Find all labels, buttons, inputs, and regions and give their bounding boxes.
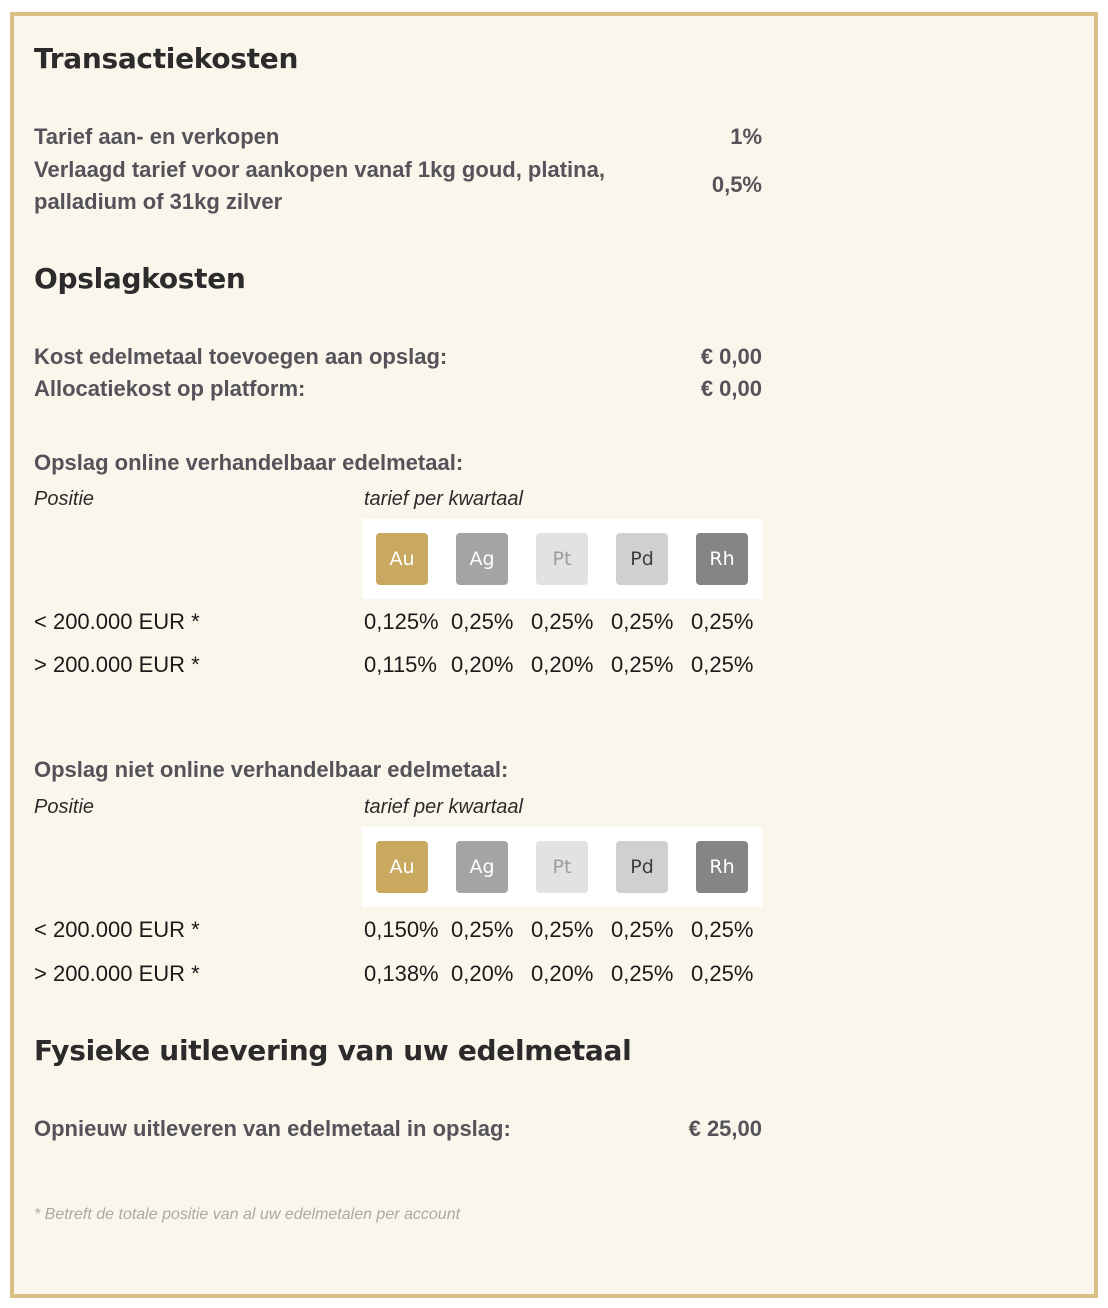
palladium-icon: Pd — [616, 841, 668, 893]
rate-cell-ag: 0,20% — [451, 961, 514, 986]
transaction-title: Transactiekosten — [34, 42, 299, 75]
rhodium-icon: Rh — [696, 841, 748, 893]
rate-per-quarter-header: tarief per kwartaal — [364, 796, 523, 818]
footnote: * Betreft de totale positie van al uw edelmetalen per account — [34, 1206, 461, 1223]
redelivery-value: € 25,00 — [688, 1116, 762, 1141]
table-row-label: > 200.000 EUR * — [34, 652, 200, 677]
platinum-icon: Pt — [536, 533, 588, 585]
rate-cell-rh: 0,25% — [691, 961, 754, 986]
rate-cell-rh: 0,25% — [691, 917, 754, 942]
rate-cell-pt: 0,20% — [531, 652, 594, 677]
add-to-storage-label: Kost edelmetaal toevoegen aan opslag: — [34, 344, 448, 369]
gold-icon: Au — [376, 533, 428, 585]
reduced-rate-value: 0,5% — [711, 172, 762, 197]
rate-cell-pd: 0,25% — [611, 961, 674, 986]
palladium-icon: Pd — [616, 533, 668, 585]
rhodium-icon: Rh — [696, 533, 748, 585]
rate-cell-pt: 0,25% — [531, 917, 594, 942]
metal-icon-bar — [362, 827, 762, 907]
rate-cell-pt: 0,25% — [531, 609, 594, 634]
gold-icon: Au — [376, 841, 428, 893]
rate-cell-pd: 0,25% — [611, 652, 674, 677]
rate-cell-au: 0,138% — [364, 961, 439, 986]
storage-title: Opslagkosten — [34, 262, 246, 295]
silver-icon: Ag — [456, 533, 508, 585]
rate-label: Tarief aan- en verkopen — [34, 124, 280, 149]
table-row-label: < 200.000 EUR * — [34, 917, 200, 942]
rate-value: 1% — [730, 124, 762, 149]
metal-icon-bar — [362, 519, 762, 599]
delivery-title: Fysieke uitlevering van uw edelmetaal — [34, 1034, 632, 1067]
allocation-value: € 0,00 — [700, 376, 762, 401]
rate-cell-pd: 0,25% — [611, 609, 674, 634]
rate-cell-au: 0,125% — [364, 609, 439, 634]
fee-panel — [10, 12, 1098, 1298]
silver-icon: Ag — [456, 841, 508, 893]
table-row-label: < 200.000 EUR * — [34, 609, 200, 634]
add-to-storage-value: € 0,00 — [700, 344, 762, 369]
allocation-label: Allocatiekost op platform: — [34, 376, 306, 401]
platinum-icon: Pt — [536, 841, 588, 893]
position-header: Positie — [34, 488, 95, 510]
rate-cell-au: 0,150% — [364, 917, 439, 942]
rate-cell-pt: 0,20% — [531, 961, 594, 986]
rate-per-quarter-header: tarief per kwartaal — [364, 488, 523, 510]
rate-cell-ag: 0,25% — [451, 917, 514, 942]
redelivery-label: Opnieuw uitleveren van edelmetaal in opslag: — [34, 1116, 511, 1141]
position-header: Positie — [34, 796, 95, 818]
rate-cell-rh: 0,25% — [691, 609, 754, 634]
rate-cell-ag: 0,20% — [451, 652, 514, 677]
rate-cell-pd: 0,25% — [611, 917, 674, 942]
table-row-label: > 200.000 EUR * — [34, 961, 200, 986]
rate-cell-rh: 0,25% — [691, 652, 754, 677]
reduced-rate-label: Verlaagd tarief voor aankopen vanaf 1kg goud, platina, palladium of 31kg zilver — [34, 157, 605, 214]
rate-cell-au: 0,115% — [364, 652, 437, 677]
rate-cell-ag: 0,25% — [451, 609, 514, 634]
offline-storage-title: Opslag niet online verhandelbaar edelmetaal: — [34, 757, 509, 782]
online-storage-title: Opslag online verhandelbaar edelmetaal: — [34, 450, 464, 475]
